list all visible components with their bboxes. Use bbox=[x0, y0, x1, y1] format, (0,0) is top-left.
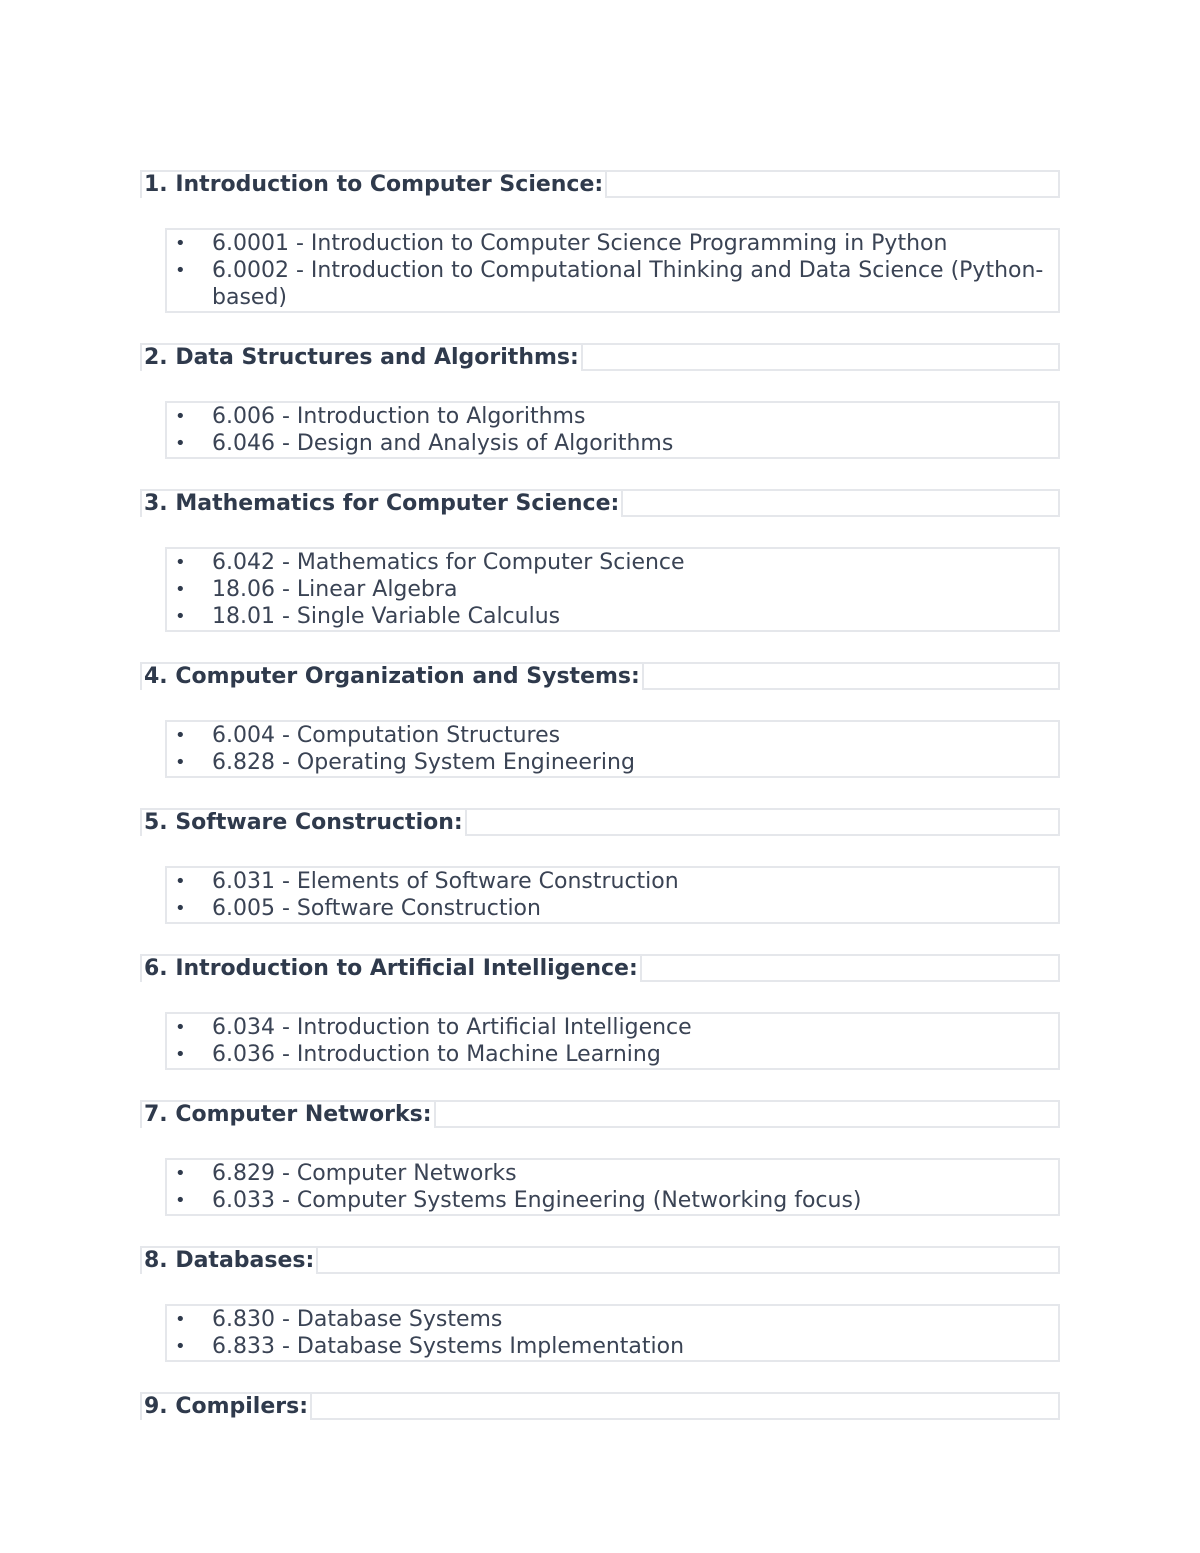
list-item bbox=[167, 1041, 1058, 1068]
list-item bbox=[167, 1187, 1058, 1214]
section-heading-box bbox=[140, 954, 1060, 982]
section-heading: 1. Introduction to Computer Science: bbox=[142, 172, 607, 198]
course-text: 6.828 - Operating System Engineering bbox=[212, 750, 635, 775]
bullet-icon: • bbox=[175, 233, 186, 254]
bullet-icon: • bbox=[175, 871, 186, 892]
course-list-box bbox=[165, 866, 1060, 924]
section-mathematics bbox=[140, 489, 1060, 632]
bullet-icon: • bbox=[175, 579, 186, 600]
bullet-icon: • bbox=[175, 1017, 186, 1038]
course-text: 6.0002 - Introduction to Computational Thinking and Data Science (Python-based) bbox=[212, 258, 1044, 310]
list-item bbox=[167, 257, 1058, 311]
course-text: 6.833 - Database Systems Implementation bbox=[212, 1334, 685, 1359]
bullet-icon: • bbox=[175, 260, 186, 281]
bullet-icon: • bbox=[175, 552, 186, 573]
section-heading-box bbox=[140, 662, 1060, 690]
section-heading-box bbox=[140, 1100, 1060, 1128]
section-heading-box bbox=[140, 1246, 1060, 1274]
list-item bbox=[167, 549, 1058, 576]
section-heading: 7. Computer Networks: bbox=[142, 1102, 436, 1128]
bullet-icon: • bbox=[175, 725, 186, 746]
course-text: 18.06 - Linear Algebra bbox=[212, 577, 458, 602]
course-list bbox=[167, 1160, 1058, 1214]
course-list-box bbox=[165, 1158, 1060, 1216]
section-computer-organization bbox=[140, 662, 1060, 778]
course-list-box bbox=[165, 1304, 1060, 1362]
list-item bbox=[167, 576, 1058, 603]
bullet-icon: • bbox=[175, 1190, 186, 1211]
course-text: 6.830 - Database Systems bbox=[212, 1307, 503, 1332]
course-list-box bbox=[165, 401, 1060, 459]
course-text: 6.0001 - Introduction to Computer Science Programming in Python bbox=[212, 231, 948, 256]
section-heading-box bbox=[140, 1392, 1060, 1420]
list-item bbox=[167, 868, 1058, 895]
section-data-structures bbox=[140, 343, 1060, 459]
section-heading: 9. Compilers: bbox=[142, 1394, 312, 1420]
list-item bbox=[167, 1333, 1058, 1360]
list-item bbox=[167, 1160, 1058, 1187]
course-text: 6.031 - Elements of Software Construction bbox=[212, 869, 679, 894]
course-text: 6.042 - Mathematics for Computer Science bbox=[212, 550, 685, 575]
bullet-icon: • bbox=[175, 898, 186, 919]
course-list bbox=[167, 549, 1058, 630]
section-heading: 4. Computer Organization and Systems: bbox=[142, 664, 644, 690]
section-heading-box bbox=[140, 808, 1060, 836]
section-intro-cs bbox=[140, 170, 1060, 313]
course-text: 6.005 - Software Construction bbox=[212, 896, 541, 921]
list-item bbox=[167, 1306, 1058, 1333]
course-text: 6.006 - Introduction to Algorithms bbox=[212, 404, 586, 429]
section-compilers bbox=[140, 1392, 1060, 1420]
course-list-box bbox=[165, 228, 1060, 313]
course-text: 6.036 - Introduction to Machine Learning bbox=[212, 1042, 661, 1067]
course-list-box bbox=[165, 720, 1060, 778]
course-text: 6.829 - Computer Networks bbox=[212, 1161, 517, 1186]
bullet-icon: • bbox=[175, 1336, 186, 1357]
list-item bbox=[167, 603, 1058, 630]
section-heading: 2. Data Structures and Algorithms: bbox=[142, 345, 583, 371]
course-list-box bbox=[165, 1012, 1060, 1070]
list-item bbox=[167, 895, 1058, 922]
section-heading-box bbox=[140, 343, 1060, 371]
course-text: 6.046 - Design and Analysis of Algorithms bbox=[212, 431, 674, 456]
course-list bbox=[167, 868, 1058, 922]
course-list bbox=[167, 1014, 1058, 1068]
list-item bbox=[167, 403, 1058, 430]
bullet-icon: • bbox=[175, 1044, 186, 1065]
section-artificial-intelligence bbox=[140, 954, 1060, 1070]
section-heading: 8. Databases: bbox=[142, 1248, 318, 1274]
section-software-construction bbox=[140, 808, 1060, 924]
course-list bbox=[167, 1306, 1058, 1360]
list-item bbox=[167, 1014, 1058, 1041]
course-text: 6.034 - Introduction to Artificial Intelligence bbox=[212, 1015, 692, 1040]
list-item bbox=[167, 430, 1058, 457]
course-list bbox=[167, 403, 1058, 457]
section-heading: 5. Software Construction: bbox=[142, 810, 467, 836]
course-list bbox=[167, 230, 1058, 311]
bullet-icon: • bbox=[175, 433, 186, 454]
course-list-box bbox=[165, 547, 1060, 632]
document-body bbox=[140, 170, 1060, 1420]
list-item bbox=[167, 722, 1058, 749]
bullet-icon: • bbox=[175, 1309, 186, 1330]
section-heading-box bbox=[140, 489, 1060, 517]
section-heading: 3. Mathematics for Computer Science: bbox=[142, 491, 623, 517]
bullet-icon: • bbox=[175, 752, 186, 773]
list-item bbox=[167, 230, 1058, 257]
course-text: 6.033 - Computer Systems Engineering (Networking focus) bbox=[212, 1188, 862, 1213]
section-heading: 6. Introduction to Artificial Intelligence: bbox=[142, 956, 642, 982]
course-text: 6.004 - Computation Structures bbox=[212, 723, 561, 748]
course-list bbox=[167, 722, 1058, 776]
course-text: 18.01 - Single Variable Calculus bbox=[212, 604, 561, 629]
section-computer-networks bbox=[140, 1100, 1060, 1216]
bullet-icon: • bbox=[175, 406, 186, 427]
section-databases bbox=[140, 1246, 1060, 1362]
section-heading-box bbox=[140, 170, 1060, 198]
bullet-icon: • bbox=[175, 606, 186, 627]
list-item bbox=[167, 749, 1058, 776]
bullet-icon: • bbox=[175, 1163, 186, 1184]
